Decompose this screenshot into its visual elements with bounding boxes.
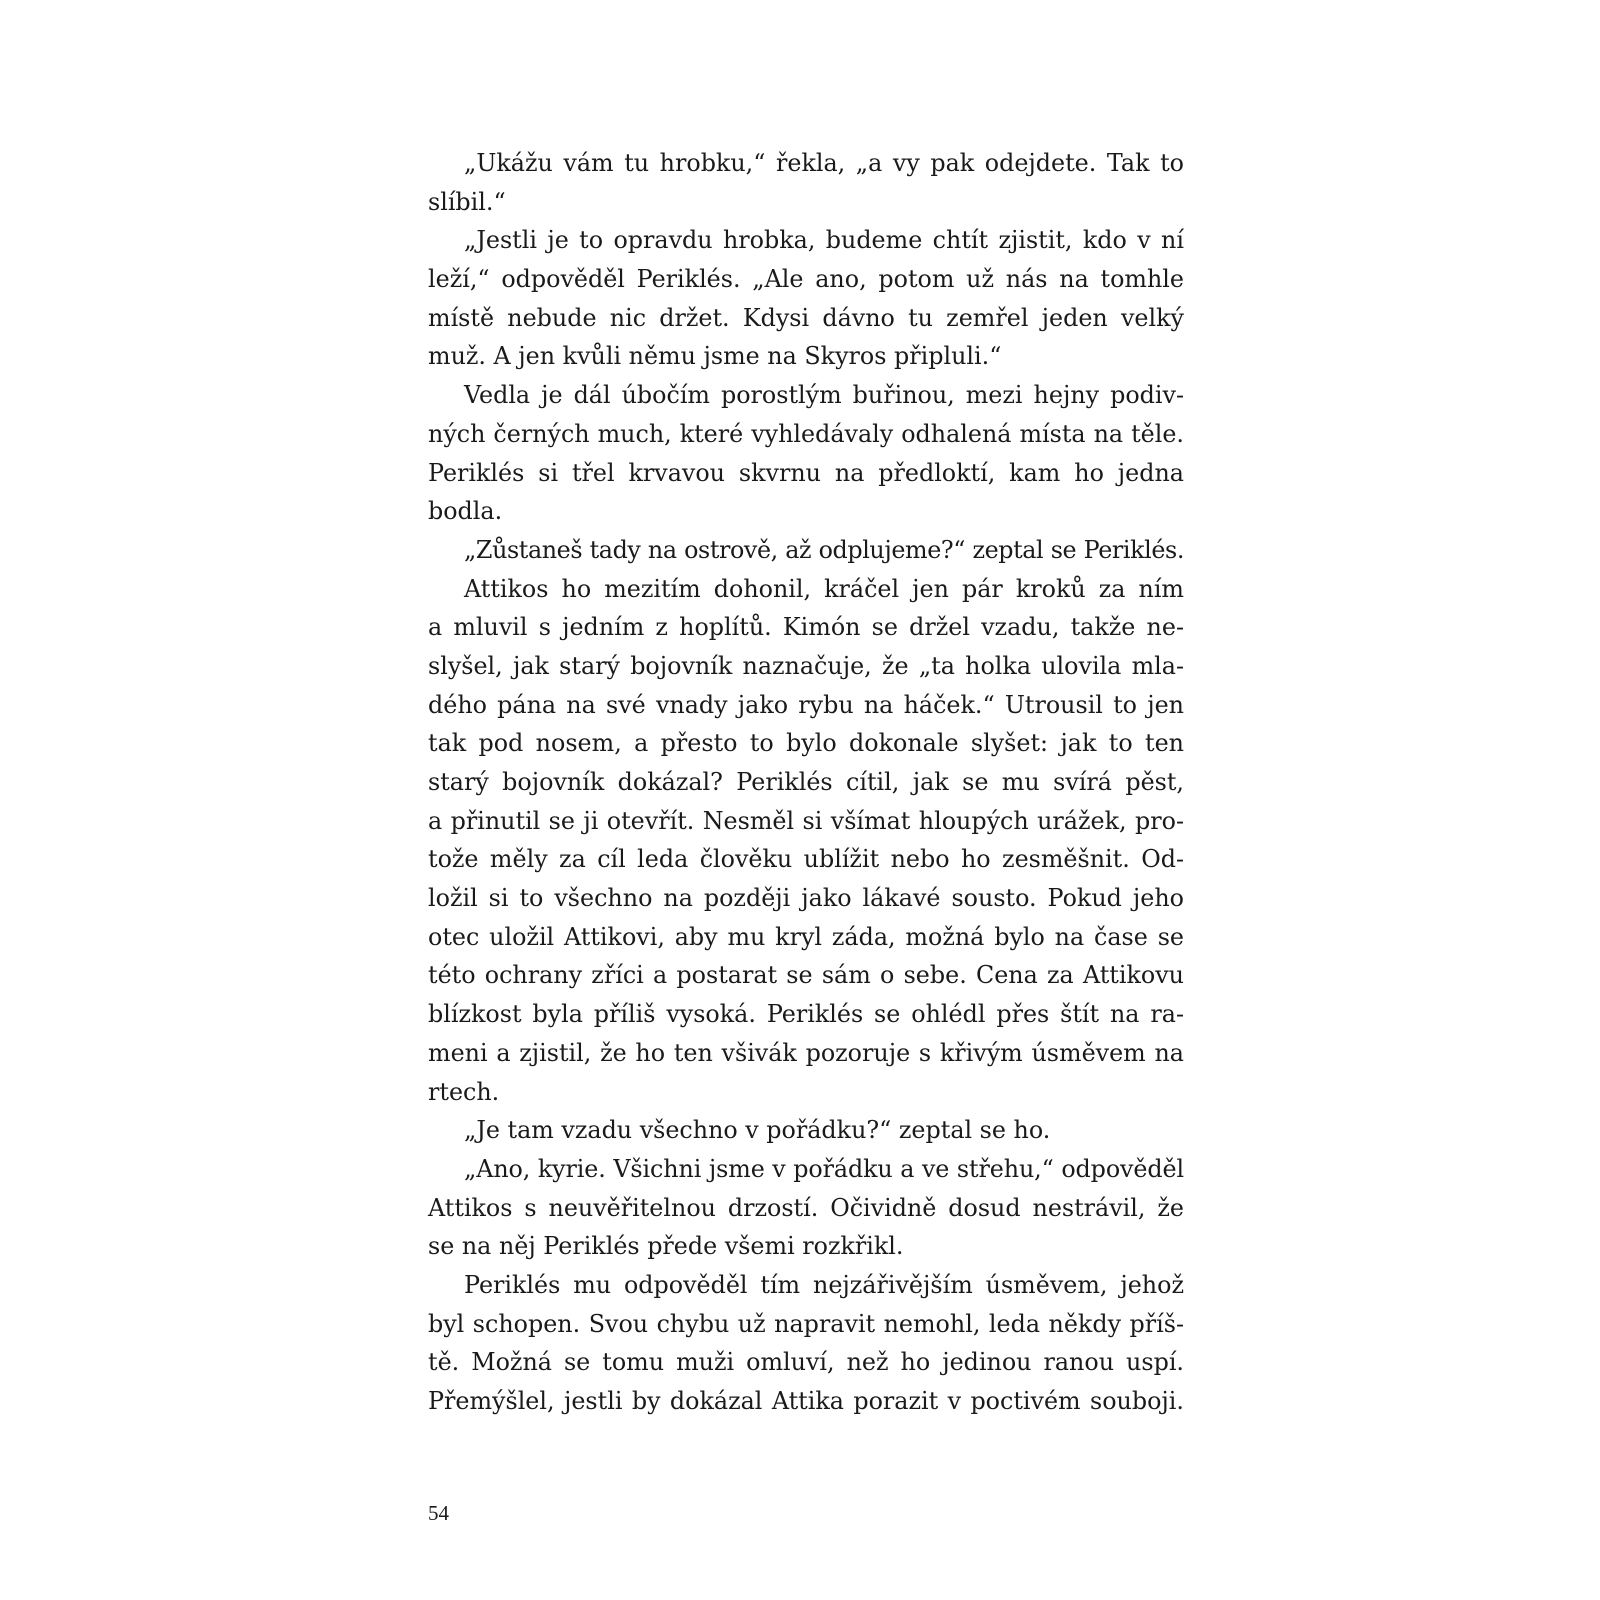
text-line: Periklés mu odpověděl tím nejzářivějším úsměvem, jehož — [464, 1270, 1184, 1299]
text-line: „Je tam vzadu všechno v pořádku?“ zeptal se ho. — [464, 1116, 1051, 1145]
text-line: „Zůstaneš tady na ostrově, až odplujeme?“ zeptal se Periklés. — [464, 535, 1184, 564]
text-line: ložil si to všechno na později jako lákavé sousto. Pokud jeho — [428, 884, 1184, 913]
body-text — [428, 144, 1184, 1421]
text-line: starý bojovník dokázal? Periklés cítil, jak se mu svírá pěst, — [428, 768, 1184, 796]
text-line: blízkost byla příliš vysoká. Periklés se ohlédl přes štít na ra- — [428, 1000, 1184, 1029]
text-line: Attikos s neuvěřitelnou drzostí. Očividně dosud nestrávil, že — [428, 1193, 1184, 1222]
text-line: slíbil.“ — [428, 187, 506, 216]
text-line: bodla. — [428, 497, 503, 526]
text-line: tože měly za cíl leda člověku ublížit nebo ho zesměšnit. Od- — [428, 845, 1184, 874]
text-line: se na něj Periklés přede všemi rozkřikl. — [428, 1232, 904, 1261]
text-line: této ochrany zříci a postarat se sám o sebe. Cena za Attikovu — [428, 961, 1184, 990]
text-line: Attikos ho mezitím dohonil, kráčel jen pár kroků za ním — [464, 574, 1184, 603]
text-line: „Jestli je to opravdu hrobka, budeme chtít zjistit, kdo v ní — [464, 226, 1184, 255]
text-line: tak pod nosem, a přesto to bylo dokonale slyšet: jak to ten — [428, 729, 1184, 758]
text-line: a přinutil se ji otevřít. Nesměl si všímat hloupých urážek, pro- — [428, 806, 1184, 835]
text-line: Vedla je dál úbočím porostlým buřinou, mezi hejny podiv- — [464, 381, 1184, 410]
text-line: slyšel, jak starý bojovník naznačuje, že „ta holka ulovila mla- — [428, 651, 1184, 680]
text-line: Periklés si třel krvavou skvrnu na předloktí, kam ho jedna — [428, 458, 1184, 487]
text-line: místě nebude nic držet. Kdysi dávno tu zemřel jeden velký — [428, 303, 1184, 332]
text-line: otec uložil Attikovi, aby mu kryl záda, možná bylo na čase se — [428, 922, 1184, 951]
text-line: meni a zjistil, že ho ten všivák pozoruje s křivým úsměvem na — [428, 1038, 1184, 1067]
text-line: Přemýšlel, jestli by dokázal Attika porazit v poctivém souboji. — [428, 1387, 1184, 1415]
text-line: rtech. — [428, 1077, 500, 1106]
text-line: ných černých much, které vyhledávaly odhalená místa na těle. — [428, 419, 1184, 448]
text-line: byl schopen. Svou chybu už napravit nemohl, leda někdy příš- — [428, 1309, 1184, 1338]
text-line: „Ano, kyrie. Všichni jsme v pořádku a ve střehu,“ odpověděl — [464, 1154, 1184, 1183]
text-line: leží,“ odpověděl Periklés. „Ale ano, potom už nás na tomhle — [428, 265, 1184, 294]
page-number: 54 — [428, 1501, 449, 1525]
text-line: „Ukážu vám tu hrobku,“ řekla, „a vy pak odejdete. Tak to — [464, 149, 1184, 177]
text-line: muž. A jen kvůli němu jsme na Skyros připluli.“ — [428, 342, 1002, 371]
text-line: tě. Možná se tomu muži omluví, než ho jedinou ranou uspí. — [428, 1348, 1184, 1377]
text-line: dého pána na své vnady jako rybu na háček.“ Utrousil to jen — [428, 690, 1184, 719]
text-line: a mluvil s jedním z hoplítů. Kimón se držel vzadu, takže ne- — [428, 613, 1184, 642]
